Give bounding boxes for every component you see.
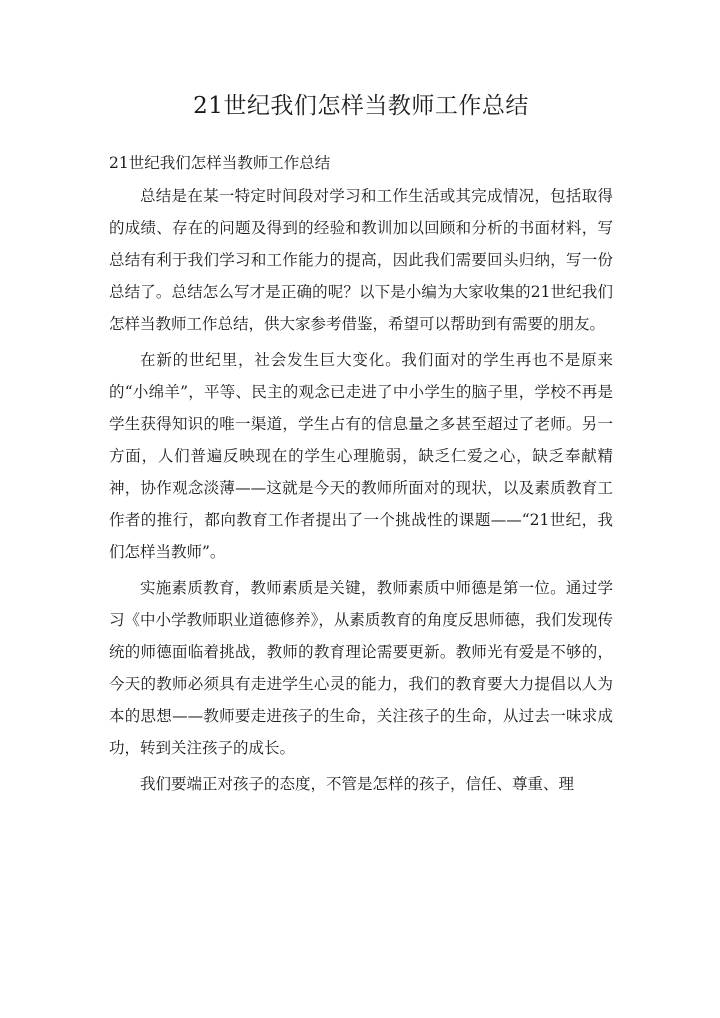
paragraph-quality-education: 实施素质教育，教师素质是关键，教师素质中师德是第一位。通过学习《中小学教师职业道德修养》，从素质教育的角度反思师德，我们发现传统的师德面临着挑战，教师的教育理论需要更新。教师光有爱是不够的，今天的教师必须具有走进学生心灵的能力，我们的教育要大力提倡以人为本的思想——教师要走进孩子的生命，关注孩子的生命，从过去一味求成功，转到关注孩子的成长。 (109, 579, 613, 757)
document-page (109, 82, 613, 800)
document-subtitle: 21世纪我们怎样当教师工作总结 (109, 154, 331, 172)
document-title: 21世纪我们怎样当教师工作总结 (193, 93, 529, 119)
paragraph-attitude: 我们要端正对孩子的态度，不管是怎样的孩子，信任、尊重、理 (140, 775, 575, 793)
paragraph-new-century: 在新的世纪里，社会发生巨大变化。我们面对的学生再也不是原来的“小绵羊”，平等、民主的观念已走进了中小学生的脑子里，学校不再是学生获得知识的唯一渠道，学生占有的信息量之多甚至超过了老师。另一方面，人们普遍反映现在的学生心理脆弱，缺乏仁爱之心，缺乏奉献精神，协作观念淡薄——这就是今天的教师所面对的现状，以及素质教育工作者的推行，都向教育工作者提出了一个挑战性的课题——“21世纪，我们怎样当教师”。 (109, 351, 613, 561)
paragraph-intro: 总结是在某一特定时间段对学习和工作生活或其完成情况，包括取得的成绩、存在的问题及得到的经验和教训加以回顾和分析的书面材料，写总结有利于我们学习和工作能力的提高，因此我们需要回头归纳，写一份总结了。总结怎么写才是正确的呢？以下是小编为大家收集的21世纪我们怎样当教师工作总结，供大家参考借鉴，希望可以帮助到有需要的朋友。 (109, 187, 613, 333)
